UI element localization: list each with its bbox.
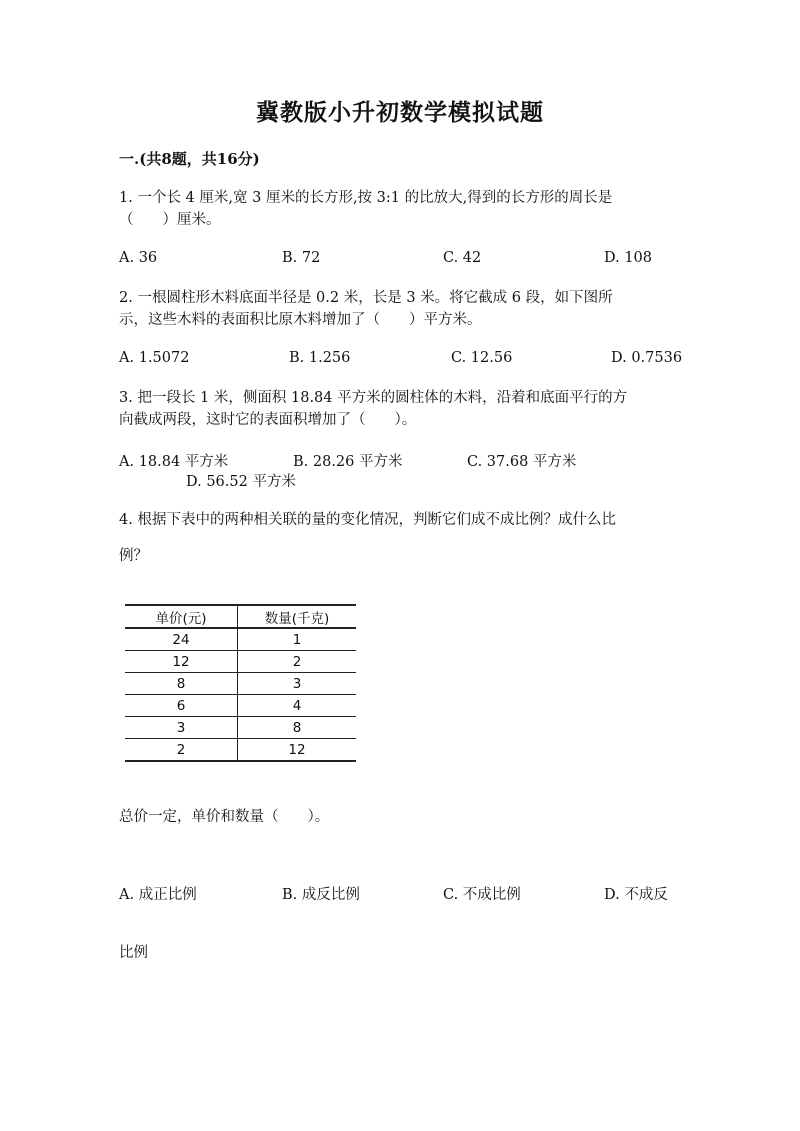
cell-unit-price: 2 xyxy=(125,739,238,762)
cell-quantity: 12 xyxy=(238,739,357,762)
question-1-line-1: 1. 一个长 4 厘米,宽 3 厘米的长方形,按 3:1 的比放大,得到的长方形的周长是 xyxy=(119,190,613,206)
question-4-option-d: D. 不成反 xyxy=(604,887,668,903)
question-3-option-c: C. 37.68 平方米 xyxy=(467,454,577,470)
question-3-line-2: 向截成两段，这时它的表面积增加了（ ）。 xyxy=(119,412,417,428)
cell-quantity: 1 xyxy=(238,628,357,651)
question-2-line-2: 示，这些木料的表面积比原木料增加了（ ）平方米。 xyxy=(119,312,482,328)
question-1-option-a: A. 36 xyxy=(119,250,158,266)
table-row xyxy=(125,651,356,673)
cell-quantity: 2 xyxy=(238,651,357,673)
cell-unit-price: 6 xyxy=(125,695,238,717)
question-4-option-d-wrap: 比例 xyxy=(119,945,148,961)
question-3-option-a: A. 18.84 平方米 xyxy=(119,454,229,470)
cell-quantity: 4 xyxy=(238,695,357,717)
question-3-option-b: B. 28.26 平方米 xyxy=(293,454,403,470)
question-1-option-d: D. 108 xyxy=(604,250,653,266)
header-quantity: 数量(千克) xyxy=(238,605,357,628)
cell-unit-price: 8 xyxy=(125,673,238,695)
question-2-option-a: A. 1.5072 xyxy=(119,350,190,366)
cell-quantity: 3 xyxy=(238,673,357,695)
table-row xyxy=(125,739,356,762)
question-3-option-d: D. 56.52 平方米 xyxy=(186,474,296,490)
question-4-option-b: B. 成反比例 xyxy=(282,887,360,903)
table-row xyxy=(125,673,356,695)
table-row xyxy=(125,695,356,717)
table-row xyxy=(125,717,356,739)
question-4-line-1: 4. 根据下表中的两种相关联的量的变化情况，判断它们成不成比例？成什么比 xyxy=(119,512,616,528)
question-1-line-2: （ ）厘米。 xyxy=(119,212,221,228)
question-4-option-a: A. 成正比例 xyxy=(119,887,197,903)
question-4-line-2: 例？ xyxy=(119,548,148,564)
cell-unit-price: 12 xyxy=(125,651,238,673)
question-1-option-b: B. 72 xyxy=(282,250,321,266)
section-heading: 一.(共8题，共16分) xyxy=(119,150,260,168)
question-2-line-1: 2. 一根圆柱形木料底面半径是 0.2 米，长是 3 米。将它截成 6 段，如下图所 xyxy=(119,290,613,306)
price-quantity-table xyxy=(125,604,356,762)
question-2-option-c: C. 12.56 xyxy=(451,350,513,366)
question-4-stem: 总价一定，单价和数量（ ）。 xyxy=(119,809,330,825)
page-title: 冀教版小升初数学模拟试题 xyxy=(256,99,544,126)
table-row xyxy=(125,628,356,651)
question-1-option-c: C. 42 xyxy=(443,250,482,266)
cell-unit-price: 24 xyxy=(125,628,238,651)
question-4-option-c: C. 不成比例 xyxy=(443,887,521,903)
table-header-row xyxy=(125,605,356,628)
cell-unit-price: 3 xyxy=(125,717,238,739)
question-3-line-1: 3. 把一段长 1 米，侧面积 18.84 平方米的圆柱体的木料，沿着和底面平行的方 xyxy=(119,390,628,406)
question-2-option-d: D. 0.7536 xyxy=(611,350,683,366)
cell-quantity: 8 xyxy=(238,717,357,739)
header-unit-price: 单价(元) xyxy=(125,605,238,628)
question-2-option-b: B. 1.256 xyxy=(289,350,351,366)
